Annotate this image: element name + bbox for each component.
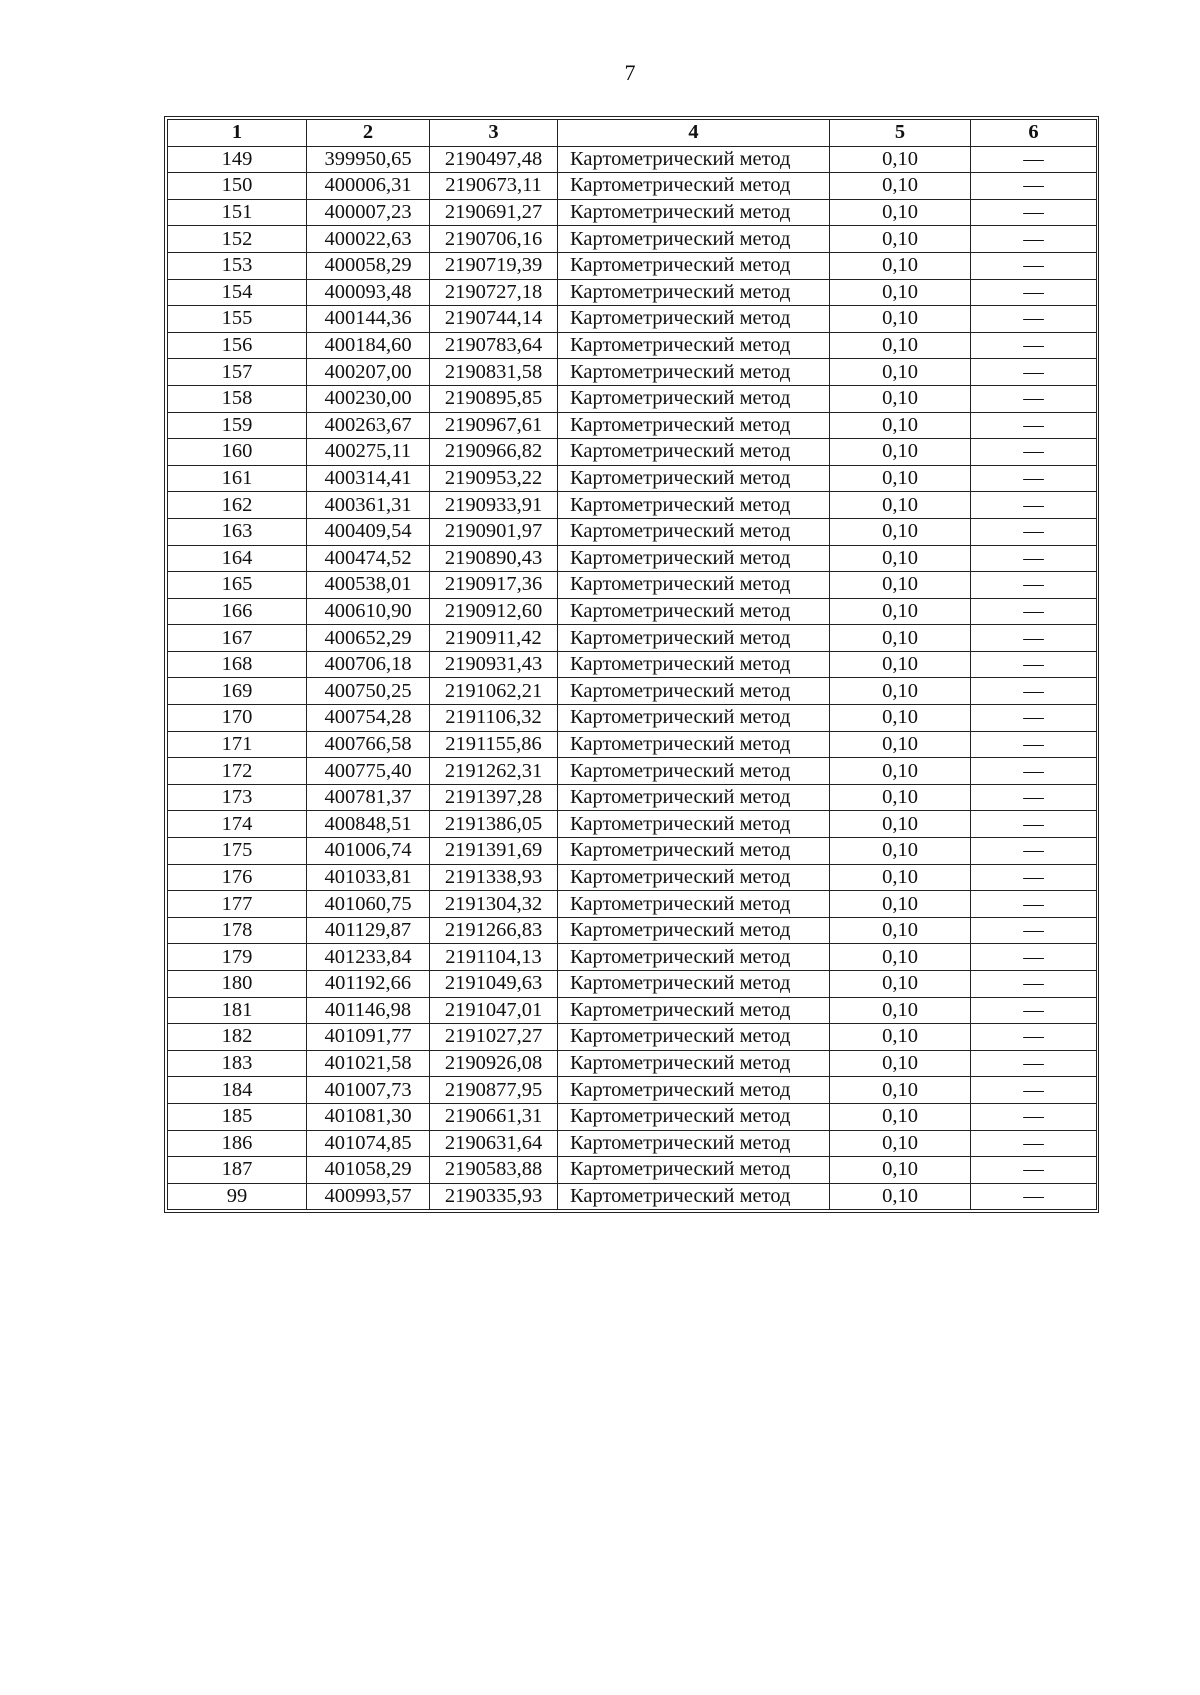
y-coordinate-cell: 2190911,42 <box>430 625 558 652</box>
y-coordinate-cell: 2190583,88 <box>430 1157 558 1184</box>
point-number-cell: 184 <box>168 1077 307 1104</box>
table-header-row <box>168 120 1097 147</box>
note-cell: — <box>971 678 1097 705</box>
point-number-cell: 163 <box>168 518 307 545</box>
x-coordinate-cell: 401091,77 <box>307 1024 430 1051</box>
accuracy-cell: 0,10 <box>830 1024 971 1051</box>
point-number-cell: 152 <box>168 226 307 253</box>
table-row <box>168 731 1097 758</box>
y-coordinate-cell: 2190744,14 <box>430 306 558 333</box>
x-coordinate-cell: 400652,29 <box>307 625 430 652</box>
table-row <box>168 173 1097 200</box>
method-cell: Картометрический метод <box>558 332 830 359</box>
method-cell: Картометрический метод <box>558 199 830 226</box>
method-cell: Картометрический метод <box>558 385 830 412</box>
y-coordinate-cell: 2190966,82 <box>430 439 558 466</box>
y-coordinate-cell: 2190953,22 <box>430 465 558 492</box>
x-coordinate-cell: 400314,41 <box>307 465 430 492</box>
table-body <box>168 146 1097 1210</box>
column-header: 4 <box>558 120 830 147</box>
accuracy-cell: 0,10 <box>830 518 971 545</box>
method-cell: Картометрический метод <box>558 678 830 705</box>
point-number-cell: 158 <box>168 385 307 412</box>
point-number-cell: 171 <box>168 731 307 758</box>
y-coordinate-cell: 2190967,61 <box>430 412 558 439</box>
table-row <box>168 146 1097 173</box>
accuracy-cell: 0,10 <box>830 306 971 333</box>
point-number-cell: 182 <box>168 1024 307 1051</box>
table-row <box>168 971 1097 998</box>
note-cell: — <box>971 598 1097 625</box>
y-coordinate-cell: 2190497,48 <box>430 146 558 173</box>
table-row <box>168 864 1097 891</box>
method-cell: Картометрический метод <box>558 838 830 865</box>
point-number-cell: 168 <box>168 651 307 678</box>
note-cell: — <box>971 252 1097 279</box>
method-cell: Картометрический метод <box>558 811 830 838</box>
point-number-cell: 157 <box>168 359 307 386</box>
table-row <box>168 545 1097 572</box>
note-cell: — <box>971 412 1097 439</box>
method-cell: Картометрический метод <box>558 545 830 572</box>
table-row <box>168 997 1097 1024</box>
accuracy-cell: 0,10 <box>830 332 971 359</box>
note-cell: — <box>971 1050 1097 1077</box>
note-cell: — <box>971 173 1097 200</box>
accuracy-cell: 0,10 <box>830 705 971 732</box>
note-cell: — <box>971 465 1097 492</box>
method-cell: Картометрический метод <box>558 971 830 998</box>
accuracy-cell: 0,10 <box>830 784 971 811</box>
note-cell: — <box>971 917 1097 944</box>
method-cell: Картометрический метод <box>558 359 830 386</box>
table-row <box>168 917 1097 944</box>
y-coordinate-cell: 2190673,11 <box>430 173 558 200</box>
method-cell: Картометрический метод <box>558 1103 830 1130</box>
table-row <box>168 279 1097 306</box>
point-number-cell: 150 <box>168 173 307 200</box>
table-row <box>168 678 1097 705</box>
method-cell: Картометрический метод <box>558 731 830 758</box>
x-coordinate-cell: 400207,00 <box>307 359 430 386</box>
accuracy-cell: 0,10 <box>830 252 971 279</box>
accuracy-cell: 0,10 <box>830 678 971 705</box>
y-coordinate-cell: 2191047,01 <box>430 997 558 1024</box>
note-cell: — <box>971 944 1097 971</box>
method-cell: Картометрический метод <box>558 279 830 306</box>
y-coordinate-cell: 2190719,39 <box>430 252 558 279</box>
note-cell: — <box>971 226 1097 253</box>
note-cell: — <box>971 306 1097 333</box>
table-row <box>168 1024 1097 1051</box>
x-coordinate-cell: 401146,98 <box>307 997 430 1024</box>
note-cell: — <box>971 492 1097 519</box>
accuracy-cell: 0,10 <box>830 279 971 306</box>
y-coordinate-cell: 2191266,83 <box>430 917 558 944</box>
note-cell: — <box>971 731 1097 758</box>
table-row <box>168 572 1097 599</box>
accuracy-cell: 0,10 <box>830 1050 971 1077</box>
point-number-cell: 166 <box>168 598 307 625</box>
x-coordinate-cell: 401021,58 <box>307 1050 430 1077</box>
method-cell: Картометрический метод <box>558 997 830 1024</box>
x-coordinate-cell: 400781,37 <box>307 784 430 811</box>
table-row <box>168 252 1097 279</box>
table-row <box>168 1103 1097 1130</box>
point-number-cell: 180 <box>168 971 307 998</box>
point-number-cell: 164 <box>168 545 307 572</box>
accuracy-cell: 0,10 <box>830 598 971 625</box>
x-coordinate-cell: 400474,52 <box>307 545 430 572</box>
point-number-cell: 181 <box>168 997 307 1024</box>
point-number-cell: 159 <box>168 412 307 439</box>
method-cell: Картометрический метод <box>558 439 830 466</box>
table-row <box>168 465 1097 492</box>
note-cell: — <box>971 1183 1097 1210</box>
y-coordinate-cell: 2190661,31 <box>430 1103 558 1130</box>
accuracy-cell: 0,10 <box>830 173 971 200</box>
note-cell: — <box>971 518 1097 545</box>
x-coordinate-cell: 400022,63 <box>307 226 430 253</box>
method-cell: Картометрический метод <box>558 572 830 599</box>
y-coordinate-cell: 2190831,58 <box>430 359 558 386</box>
table-row <box>168 944 1097 971</box>
method-cell: Картометрический метод <box>558 1050 830 1077</box>
x-coordinate-cell: 400007,23 <box>307 199 430 226</box>
column-header: 1 <box>168 120 307 147</box>
accuracy-cell: 0,10 <box>830 359 971 386</box>
column-header: 2 <box>307 120 430 147</box>
y-coordinate-cell: 2190727,18 <box>430 279 558 306</box>
x-coordinate-cell: 400993,57 <box>307 1183 430 1210</box>
x-coordinate-cell: 400538,01 <box>307 572 430 599</box>
note-cell: — <box>971 1077 1097 1104</box>
table-row <box>168 625 1097 652</box>
accuracy-cell: 0,10 <box>830 439 971 466</box>
y-coordinate-cell: 2190335,93 <box>430 1183 558 1210</box>
table-row <box>168 332 1097 359</box>
y-coordinate-cell: 2190631,64 <box>430 1130 558 1157</box>
method-cell: Картометрический метод <box>558 891 830 918</box>
x-coordinate-cell: 400230,00 <box>307 385 430 412</box>
point-number-cell: 160 <box>168 439 307 466</box>
x-coordinate-cell: 400006,31 <box>307 173 430 200</box>
coordinates-table <box>167 119 1097 1210</box>
y-coordinate-cell: 2190691,27 <box>430 199 558 226</box>
method-cell: Картометрический метод <box>558 1024 830 1051</box>
accuracy-cell: 0,10 <box>830 1183 971 1210</box>
x-coordinate-cell: 400848,51 <box>307 811 430 838</box>
x-coordinate-cell: 401007,73 <box>307 1077 430 1104</box>
y-coordinate-cell: 2191262,31 <box>430 758 558 785</box>
accuracy-cell: 0,10 <box>830 1157 971 1184</box>
column-header: 6 <box>971 120 1097 147</box>
method-cell: Картометрический метод <box>558 518 830 545</box>
table-row <box>168 891 1097 918</box>
point-number-cell: 176 <box>168 864 307 891</box>
method-cell: Картометрический метод <box>558 146 830 173</box>
method-cell: Картометрический метод <box>558 492 830 519</box>
y-coordinate-cell: 2191027,27 <box>430 1024 558 1051</box>
accuracy-cell: 0,10 <box>830 838 971 865</box>
y-coordinate-cell: 2190933,91 <box>430 492 558 519</box>
accuracy-cell: 0,10 <box>830 572 971 599</box>
note-cell: — <box>971 784 1097 811</box>
y-coordinate-cell: 2190706,16 <box>430 226 558 253</box>
note-cell: — <box>971 971 1097 998</box>
y-coordinate-cell: 2190783,64 <box>430 332 558 359</box>
table-row <box>168 838 1097 865</box>
point-number-cell: 175 <box>168 838 307 865</box>
accuracy-cell: 0,10 <box>830 651 971 678</box>
x-coordinate-cell: 401081,30 <box>307 1103 430 1130</box>
x-coordinate-cell: 400750,25 <box>307 678 430 705</box>
accuracy-cell: 0,10 <box>830 1103 971 1130</box>
note-cell: — <box>971 359 1097 386</box>
y-coordinate-cell: 2190926,08 <box>430 1050 558 1077</box>
table-row <box>168 1077 1097 1104</box>
method-cell: Картометрический метод <box>558 1077 830 1104</box>
method-cell: Картометрический метод <box>558 705 830 732</box>
table-row <box>168 705 1097 732</box>
point-number-cell: 179 <box>168 944 307 971</box>
point-number-cell: 156 <box>168 332 307 359</box>
point-number-cell: 169 <box>168 678 307 705</box>
accuracy-cell: 0,10 <box>830 226 971 253</box>
method-cell: Картометрический метод <box>558 412 830 439</box>
point-number-cell: 149 <box>168 146 307 173</box>
point-number-cell: 162 <box>168 492 307 519</box>
accuracy-cell: 0,10 <box>830 944 971 971</box>
accuracy-cell: 0,10 <box>830 891 971 918</box>
y-coordinate-cell: 2191155,86 <box>430 731 558 758</box>
accuracy-cell: 0,10 <box>830 146 971 173</box>
point-number-cell: 178 <box>168 917 307 944</box>
table-row <box>168 784 1097 811</box>
column-header: 5 <box>830 120 971 147</box>
method-cell: Картометрический метод <box>558 625 830 652</box>
note-cell: — <box>971 891 1097 918</box>
y-coordinate-cell: 2191386,05 <box>430 811 558 838</box>
y-coordinate-cell: 2191338,93 <box>430 864 558 891</box>
point-number-cell: 170 <box>168 705 307 732</box>
table-row <box>168 385 1097 412</box>
x-coordinate-cell: 401129,87 <box>307 917 430 944</box>
point-number-cell: 185 <box>168 1103 307 1130</box>
accuracy-cell: 0,10 <box>830 811 971 838</box>
point-number-cell: 155 <box>168 306 307 333</box>
note-cell: — <box>971 838 1097 865</box>
x-coordinate-cell: 400263,67 <box>307 412 430 439</box>
y-coordinate-cell: 2190912,60 <box>430 598 558 625</box>
point-number-cell: 172 <box>168 758 307 785</box>
y-coordinate-cell: 2191304,32 <box>430 891 558 918</box>
table-row <box>168 1050 1097 1077</box>
note-cell: — <box>971 385 1097 412</box>
y-coordinate-cell: 2191106,32 <box>430 705 558 732</box>
x-coordinate-cell: 400409,54 <box>307 518 430 545</box>
note-cell: — <box>971 1157 1097 1184</box>
accuracy-cell: 0,10 <box>830 758 971 785</box>
x-coordinate-cell: 400058,29 <box>307 252 430 279</box>
method-cell: Картометрический метод <box>558 1157 830 1184</box>
point-number-cell: 187 <box>168 1157 307 1184</box>
method-cell: Картометрический метод <box>558 651 830 678</box>
accuracy-cell: 0,10 <box>830 731 971 758</box>
table-row <box>168 306 1097 333</box>
x-coordinate-cell: 400775,40 <box>307 758 430 785</box>
column-header: 3 <box>430 120 558 147</box>
table-row <box>168 492 1097 519</box>
x-coordinate-cell: 400766,58 <box>307 731 430 758</box>
y-coordinate-cell: 2191104,13 <box>430 944 558 971</box>
table-row <box>168 518 1097 545</box>
x-coordinate-cell: 400610,90 <box>307 598 430 625</box>
x-coordinate-cell: 401233,84 <box>307 944 430 971</box>
point-number-cell: 99 <box>168 1183 307 1210</box>
method-cell: Картометрический метод <box>558 784 830 811</box>
note-cell: — <box>971 1130 1097 1157</box>
point-number-cell: 153 <box>168 252 307 279</box>
y-coordinate-cell: 2190877,95 <box>430 1077 558 1104</box>
point-number-cell: 151 <box>168 199 307 226</box>
accuracy-cell: 0,10 <box>830 1130 971 1157</box>
table-row <box>168 359 1097 386</box>
y-coordinate-cell: 2190917,36 <box>430 572 558 599</box>
y-coordinate-cell: 2191397,28 <box>430 784 558 811</box>
note-cell: — <box>971 864 1097 891</box>
x-coordinate-cell: 401192,66 <box>307 971 430 998</box>
note-cell: — <box>971 651 1097 678</box>
x-coordinate-cell: 401006,74 <box>307 838 430 865</box>
y-coordinate-cell: 2190901,97 <box>430 518 558 545</box>
x-coordinate-cell: 401074,85 <box>307 1130 430 1157</box>
method-cell: Картометрический метод <box>558 226 830 253</box>
x-coordinate-cell: 400093,48 <box>307 279 430 306</box>
point-number-cell: 186 <box>168 1130 307 1157</box>
table-row <box>168 199 1097 226</box>
accuracy-cell: 0,10 <box>830 917 971 944</box>
note-cell: — <box>971 625 1097 652</box>
note-cell: — <box>971 332 1097 359</box>
point-number-cell: 167 <box>168 625 307 652</box>
x-coordinate-cell: 400275,11 <box>307 439 430 466</box>
y-coordinate-cell: 2190890,43 <box>430 545 558 572</box>
coordinates-table-frame <box>164 116 1099 1213</box>
method-cell: Картометрический метод <box>558 252 830 279</box>
table-row <box>168 439 1097 466</box>
accuracy-cell: 0,10 <box>830 412 971 439</box>
point-number-cell: 177 <box>168 891 307 918</box>
accuracy-cell: 0,10 <box>830 492 971 519</box>
note-cell: — <box>971 545 1097 572</box>
method-cell: Картометрический метод <box>558 944 830 971</box>
x-coordinate-cell: 400754,28 <box>307 705 430 732</box>
method-cell: Картометрический метод <box>558 917 830 944</box>
method-cell: Картометрический метод <box>558 306 830 333</box>
note-cell: — <box>971 572 1097 599</box>
y-coordinate-cell: 2191049,63 <box>430 971 558 998</box>
table-row <box>168 598 1097 625</box>
x-coordinate-cell: 401058,29 <box>307 1157 430 1184</box>
y-coordinate-cell: 2190895,85 <box>430 385 558 412</box>
note-cell: — <box>971 811 1097 838</box>
x-coordinate-cell: 400706,18 <box>307 651 430 678</box>
table-row <box>168 1130 1097 1157</box>
note-cell: — <box>971 439 1097 466</box>
method-cell: Картометрический метод <box>558 1183 830 1210</box>
point-number-cell: 161 <box>168 465 307 492</box>
note-cell: — <box>971 1103 1097 1130</box>
accuracy-cell: 0,10 <box>830 1077 971 1104</box>
note-cell: — <box>971 146 1097 173</box>
x-coordinate-cell: 400361,31 <box>307 492 430 519</box>
point-number-cell: 165 <box>168 572 307 599</box>
table-row <box>168 651 1097 678</box>
table-row <box>168 1157 1097 1184</box>
point-number-cell: 183 <box>168 1050 307 1077</box>
method-cell: Картометрический метод <box>558 465 830 492</box>
table-row <box>168 811 1097 838</box>
page-number: 7 <box>624 60 636 85</box>
y-coordinate-cell: 2190931,43 <box>430 651 558 678</box>
table-row <box>168 226 1097 253</box>
accuracy-cell: 0,10 <box>830 465 971 492</box>
point-number-cell: 173 <box>168 784 307 811</box>
table-row <box>168 758 1097 785</box>
accuracy-cell: 0,10 <box>830 625 971 652</box>
note-cell: — <box>971 997 1097 1024</box>
method-cell: Картометрический метод <box>558 758 830 785</box>
point-number-cell: 174 <box>168 811 307 838</box>
x-coordinate-cell: 399950,65 <box>307 146 430 173</box>
note-cell: — <box>971 279 1097 306</box>
accuracy-cell: 0,10 <box>830 385 971 412</box>
method-cell: Картометрический метод <box>558 864 830 891</box>
accuracy-cell: 0,10 <box>830 199 971 226</box>
x-coordinate-cell: 401033,81 <box>307 864 430 891</box>
accuracy-cell: 0,10 <box>830 545 971 572</box>
note-cell: — <box>971 758 1097 785</box>
x-coordinate-cell: 401060,75 <box>307 891 430 918</box>
table-row <box>168 412 1097 439</box>
table-row <box>168 1183 1097 1210</box>
method-cell: Картометрический метод <box>558 173 830 200</box>
x-coordinate-cell: 400144,36 <box>307 306 430 333</box>
method-cell: Картометрический метод <box>558 598 830 625</box>
point-number-cell: 154 <box>168 279 307 306</box>
note-cell: — <box>971 1024 1097 1051</box>
accuracy-cell: 0,10 <box>830 971 971 998</box>
y-coordinate-cell: 2191062,21 <box>430 678 558 705</box>
accuracy-cell: 0,10 <box>830 997 971 1024</box>
y-coordinate-cell: 2191391,69 <box>430 838 558 865</box>
accuracy-cell: 0,10 <box>830 864 971 891</box>
method-cell: Картометрический метод <box>558 1130 830 1157</box>
x-coordinate-cell: 400184,60 <box>307 332 430 359</box>
note-cell: — <box>971 705 1097 732</box>
note-cell: — <box>971 199 1097 226</box>
